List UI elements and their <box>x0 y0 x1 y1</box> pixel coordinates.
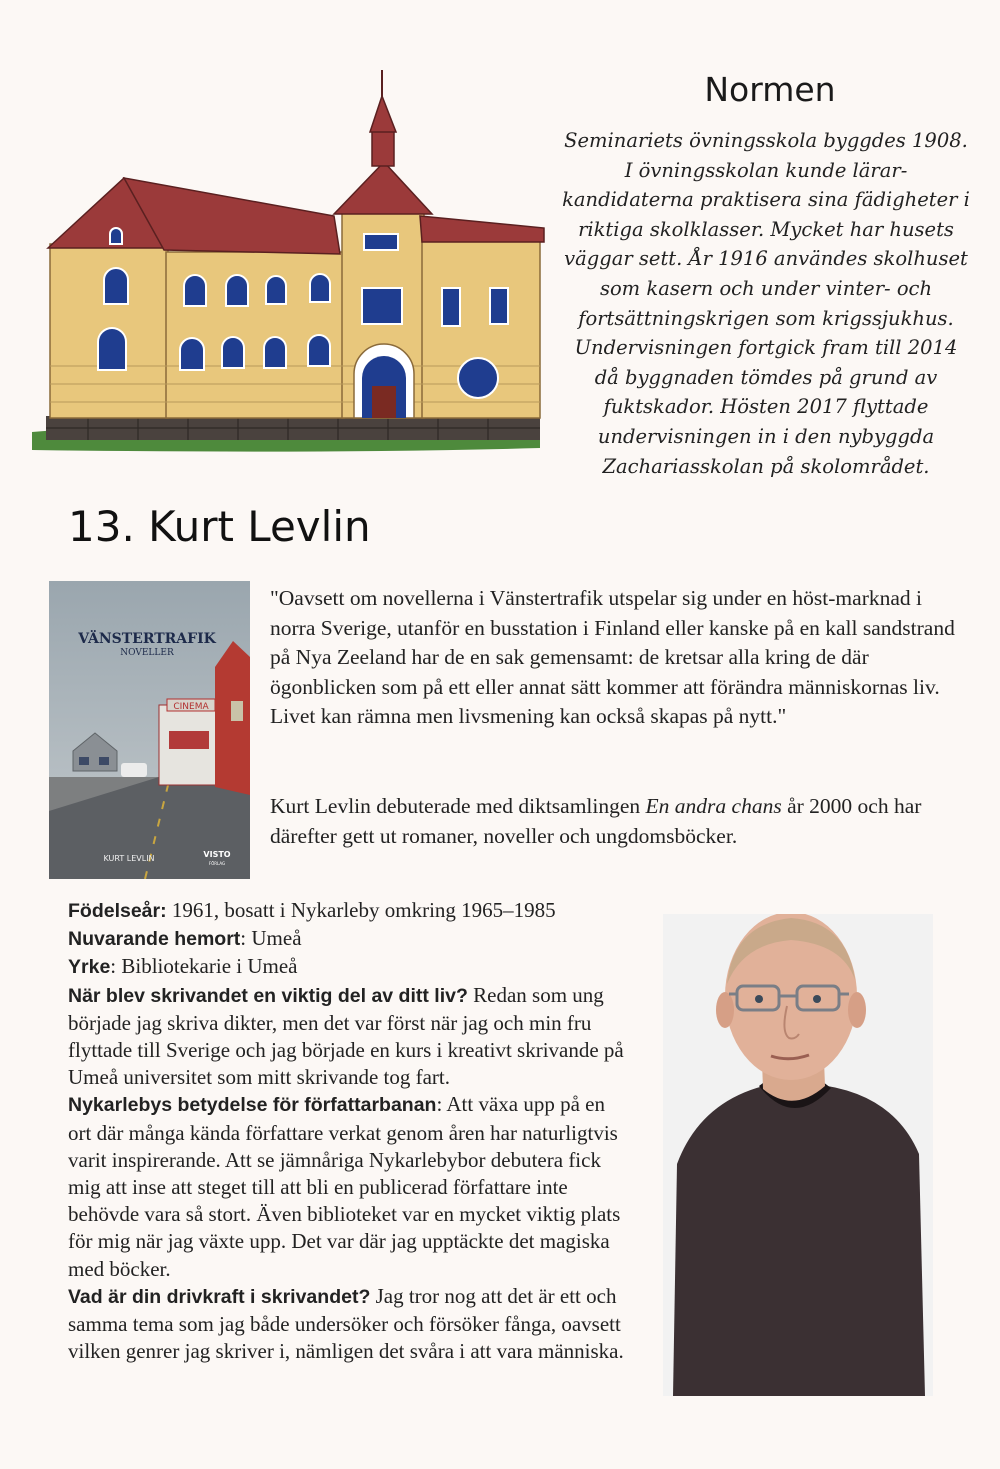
fact-home-label: Nuvarande hemort <box>68 928 241 951</box>
normen-title: Normen <box>704 70 836 109</box>
fact-q3-label: Vad är din drivkraft i skrivandet? <box>68 1285 371 1308</box>
school-building-illustration <box>28 66 556 458</box>
section-title: 13. Kurt Levlin <box>68 502 371 551</box>
book-author: KURT LEVLIN <box>103 854 155 863</box>
author-portrait-photo <box>663 914 933 1396</box>
fact-q2 <box>68 1091 628 1282</box>
book-publisher-sub: FÖRLAG <box>208 861 226 866</box>
book-title: VÄNSTERTRAFIK <box>78 631 216 647</box>
book-publisher: VISTO <box>203 850 231 859</box>
fact-q2-value: : Att växa upp på en ort där många kända författare verkat genom åren har naturligtvis varit inspirerande. Att se jämnåriga Nykarlebybor debutera fick mig att inse att steget till att bli en publicerad författare inte behövde vara så stort. Även biblioteket var en mycket viktig plats för mig när jag växte upp. Det var där jag upptäckte det magiska med böcker. <box>68 1092 621 1281</box>
fact-birth <box>68 897 648 925</box>
book-cinema-sign: CINEMA <box>173 702 209 712</box>
author-facts <box>68 897 648 1365</box>
fact-q1 <box>68 982 643 1092</box>
fact-home <box>68 925 648 953</box>
book-cover-image <box>49 581 250 879</box>
debut-text-before: Kurt Levlin debuterade med diktsamlingen <box>270 794 646 818</box>
fact-home-value: : Umeå <box>240 926 302 951</box>
fact-q3-value: Jag tror nog att det är ett och samma tema som jag både undersöker och försöker fånga, oavsett vilken genrer jag skriver i, nämligen det svåra i att vara människa. <box>68 1283 624 1364</box>
book-subtitle: NOVELLER <box>120 648 174 658</box>
fact-job-label: Yrke <box>68 956 111 979</box>
fact-q1-value: Redan som ung började jag skriva dikter, men det var först när jag och min fru flyttade till Sverige och jag började en kurs i kreativt skrivande på Umeå universitet som mitt skrivande tog fart. <box>68 982 624 1090</box>
fact-birth-label: Födelseår: <box>68 900 167 922</box>
normen-description: Seminariets övningsskola byggdes 1908. I övningsskolan kunde lärar-kandidaterna praktisera sina fädigheter i riktiga skolklasser. Mycket har husets väggar sett. År 1916 användes skolhuset som kasern och under vinter- och fortsättningskrigen som krigssjukhus. Undervisningen fortgick fram till 2014 då byggnaden tömdes på grund av fuktskador. Hösten 2017 flyttade undervisningen in i den nybyggda Zachariasskolan på skolområdet. <box>562 129 970 478</box>
fact-job-value: : Bibliotekarie i Umeå <box>110 954 298 979</box>
fact-q2-label: Nykarlebys betydelse för författarbanan <box>68 1094 437 1117</box>
debut-text-after: år 2000 och har därefter gett ut romaner, noveller och ungdomsböcker. <box>270 794 922 848</box>
fact-birth-value: 1961, bosatt i Nykarleby omkring 1965–1985 <box>166 898 556 922</box>
debut-paragraph <box>270 792 970 851</box>
fact-job <box>68 953 648 981</box>
book-quote: "Oavsett om novellerna i Vänstertrafik utspelar sig under en höst-marknad i norra Sverige, utanför en busstation i Finland eller kanske på en kall sandstrand på Nya Zeeland har de en sak gemensamt: de kretsar alla kring de där ögonblicken som på ett eller annat sätt kommer att förändra människornas liv. Livet kan rämna men livsmening kan också skapas på nytt." <box>270 586 955 729</box>
fact-q1-label: När blev skrivandet en viktig del av ditt liv? <box>68 984 468 1007</box>
debut-book-title: En andra chans <box>645 794 782 818</box>
fact-q3 <box>68 1283 638 1366</box>
